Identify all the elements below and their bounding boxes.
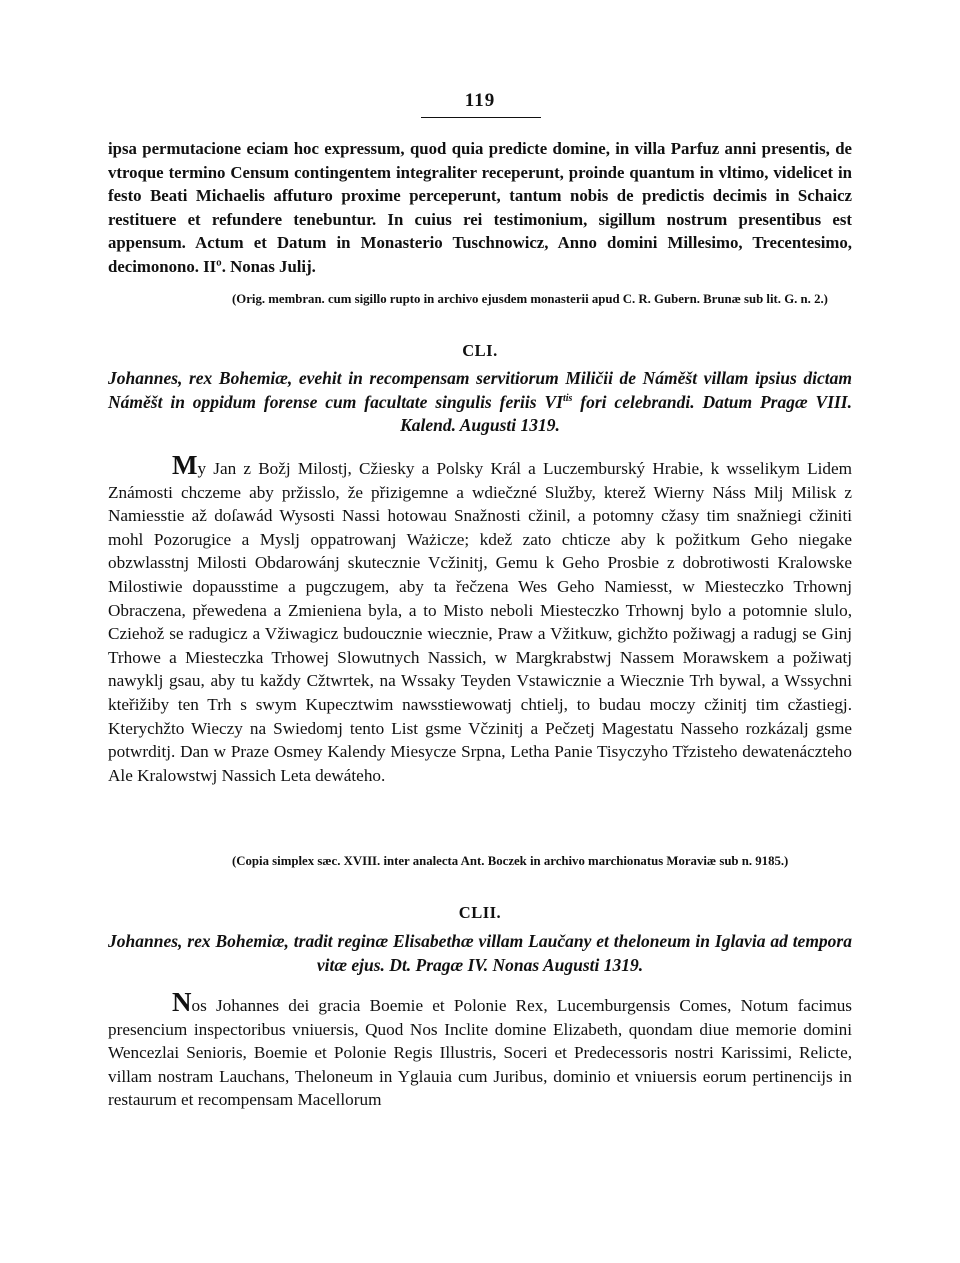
page-number-rule xyxy=(421,117,541,118)
doc-152-initial: N xyxy=(172,987,192,1017)
doc-152-text-block xyxy=(108,987,852,1112)
intro-paragraph: ipsa permutacione eciam hoc expressum, quod quia predicte domine, in villa Parfuz anni presentis, de vtroque termino Censum contingentem integraliter receperunt, proinde quantum in vltimo, videlicet in festo Beati Michaelis affuturo proxime perceperunt, tantum nobis de predictis decimis in Schaicz restituere et refundere tenebuntur. In cuius rei testimonium, sigillum nostrum presentibus est appensum. Actum et Datum in Monasterio Tuschnowicz, Anno domini Millesimo, Trecentesimo, decimonono. IIº. Nonas Julij. xyxy=(108,139,852,276)
doc-151-number-block xyxy=(108,341,852,361)
doc-151-regest xyxy=(108,367,852,438)
doc-151-regest-superscript: tis xyxy=(562,392,573,404)
doc-152-body: os Johannes dei gracia Boemie et Polonie Rex, Lucemburgensis Comes, Notum facimus presencium inspectoribus vniuersis, Quod Nos Inclite domine Elizabeth, quondam diue memorie domini Wencezlai Senioris, Boemie et Polonie Regis Illustris, Soceri et Predecessoris nostri Karissimi, Relicte, villam nostram Lauchans, Theloneum in Yglauia cum Juribus, dominio et vniuersis eorum pertinencijs in restaurum et recompensam Macellorum xyxy=(108,996,852,1110)
intro-paragraph-block xyxy=(108,137,852,279)
doc-152-number: CLII. xyxy=(458,903,502,922)
doc-152-number-block xyxy=(108,903,852,923)
doc-152-regest-block xyxy=(108,930,852,977)
doc-151-regest-block xyxy=(108,367,852,438)
doc-151-note: (Copia simplex sæc. XVIII. inter analecta Ant. Boczek in archivo marchionatus Moraviæ sub n. 9185.) xyxy=(232,854,789,868)
doc-151-number: CLI. xyxy=(462,341,498,360)
doc-151-regest-part-b: fori celebrandi. Datum Pragæ VIII. Kalend. Augusti 1319. xyxy=(400,391,852,435)
doc-152-regest: Johannes, rex Bohemiæ, tradit reginæ Elisabethæ villam Laučany et theloneum in Iglavia ad tempora vitæ ejus. Dt. Pragæ IV. Nonas Augusti 1319. xyxy=(108,931,852,975)
doc-152-text xyxy=(108,987,852,1112)
doc-151-text xyxy=(108,450,852,787)
page-number: 119 xyxy=(464,90,496,111)
doc-151-regest-part-a: Johannes, rex Bohemiæ, evehit in recompensam servitiorum Miličii de Náměšt villam ipsius dictam Náměšt in oppidum forense cum facultate singulis feriis VI xyxy=(108,368,852,412)
doc-151-initial: M xyxy=(172,450,198,480)
note-1-block xyxy=(108,290,852,309)
doc-151-note-block xyxy=(108,852,852,871)
doc-151-text-block xyxy=(108,450,852,787)
doc-151-body: y Jan z Božj Milostj, Cžiesky a Polsky Král a Luczemburský Hrabie, k wsselikym Lidem Známosti chczeme aby pržisslo, že přizigemne a wdiečzné Služby, kterež Wierny Náss Milj Milisk z Namiesstie až doſawád Wysosti Nassi hotowau Snažnosti cžinil, a potomny cžasy tim snažniegi cžiniti mohl Pozorugice a Myslj oppatrowanj Ważicze; kdež zato chticze aby k požitkum Geho niegake obzwlasstnj Milosti Obdarowánj skutecznie Vcžinitj, Gemu k Geho Prosbie z dobrotiwosti Kralowske Milostiwie dopausstime a pugczugem, aby ta řečzena Wes Geho Namiesst, w Miesteczko Trhownj Obraczena, přewedena a Zmieniena byla, a to Misto neboli Miesteczko Trhownj bylo a potomnie slulo, Cziehož se radugicz a Vžiwagicz budoucznie wiecznie, Praw a Vžitkuw, gichžto požiwagj a radugj se Ginj Trhowe a Miesteczka Trhowej Slowutnych Nassich, w Margkrabstwj Nassem Morawskem a požiwatj nawyklj gsau, aby tu každy Cžtwrtek, na Wssaky Teyden Vstawicznie a Wiecznie Trh bywal, a Wssychni kteřižiby ten Trh s swym Kupecztwim nawsstiewowatj chtielj, to budau moczy cžinitj tim cžastiegj. Kterychžto Wieczy na Swiedomj tento List gsme Včzinitj a Pečzetj Magestatu Nasseho rozkázalj gsme potwrditj. Dan w Praze Osmey Kalendy Miesycze Srpna, Letha Panie Tisyczyho Třzisteho dewatenáczteho Ale Kralowstwj Nassich Leta dewáteho. xyxy=(108,459,852,785)
archive-note-1: (Orig. membran. cum sigillo rupto in archivo ejusdem monasterii apud C. R. Gubern. Brunæ sub lit. G. n. 2.) xyxy=(232,292,828,306)
